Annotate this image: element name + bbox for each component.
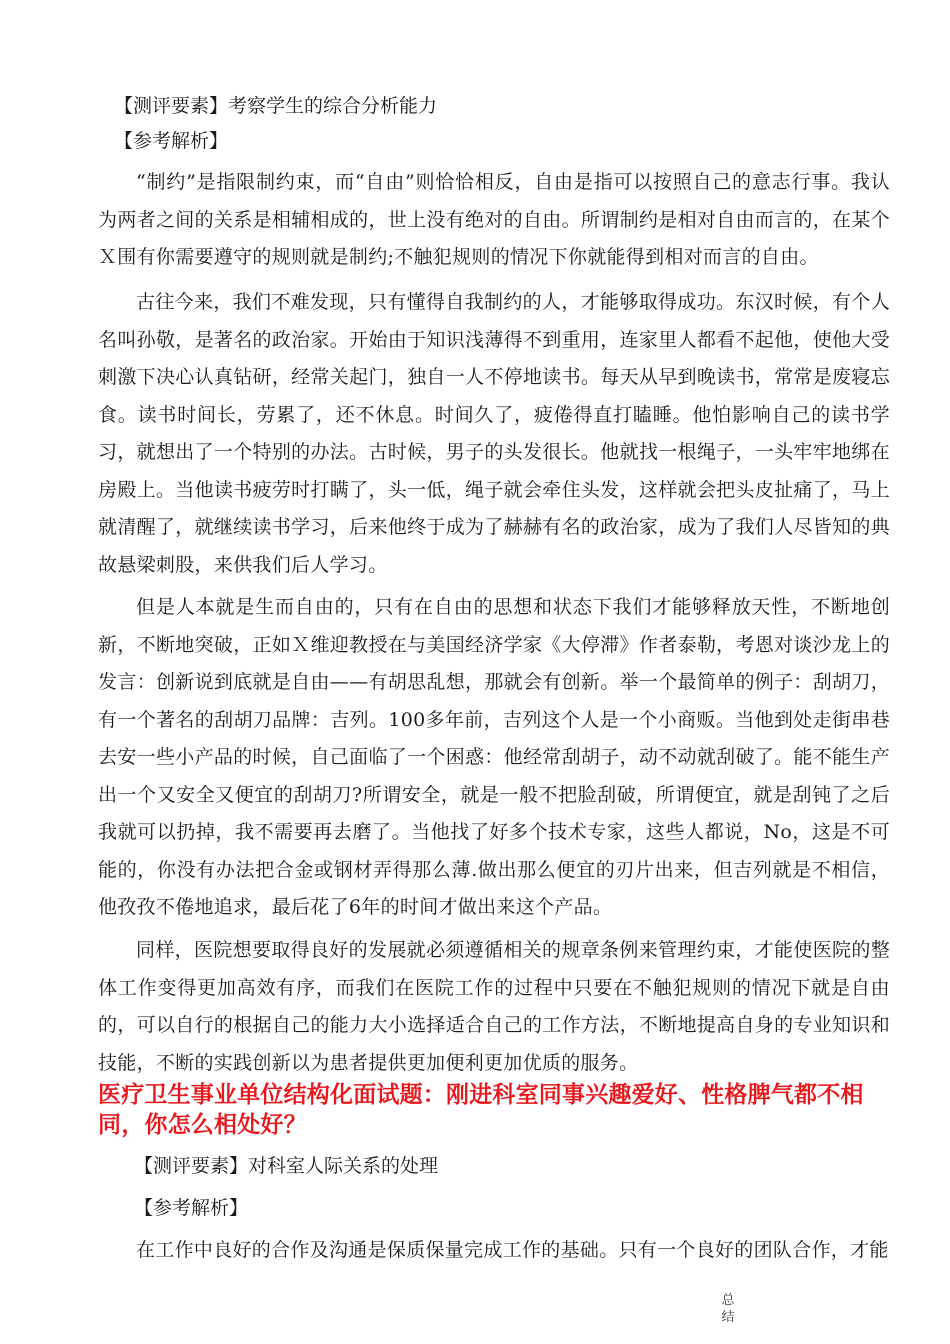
paragraph-sun-jing-story: 古往今来，我们不难发现，只有懂得自我制约的人，才能够取得成功。东汉时候，有个人名叫孙敬，是著名的政治家。开始由于知识浅薄得不到重用，连家里人都看不起他，使他大受刺激下决心认真钻研，经常关起门，独自一人不停地读书。每天从早到晚读书，常常是废寝忘食。读书时间长，劳累了，还不休息。时间久了，疲倦得直打瞌睡。他怕影响自己的读书学习，就想出了一个特别的办法。古时候，男子的头发很长。他就找一根绳子，一头牢牢地绑在房殿上。当他读书疲劳时打瞒了，头一低，绳子就会牵住头发，这样就会把头皮扯痛了，马上就清醒了，就继续读书学习，后来他终于成为了赫赫有名的政治家，成为了我们人尽皆知的典故悬梁刺股，来供我们后人学习。 <box>98 291 890 576</box>
eval-criteria-label-2: 【测评要素】对科室人际关系的处理 <box>134 1155 439 1177</box>
eval-criteria-label: 【测评要素】考察学生的综合分析能力 <box>114 95 438 117</box>
page-footer-text: 总结 <box>721 1293 735 1325</box>
paragraph-definition: “制约”是指限制约束，而“自由”则恰恰相反，自由是指可以按照自己的意志行事。我认为两者之间的关系是相辅相成的，世上没有绝对的自由。所谓制约是相对自由而言的，在某个Ｘ围有你需要遵守的规则就是制约;不触犯规则的情况下你就能得到相对而言的自由。 <box>98 171 890 268</box>
paragraph-teamwork: 在工作中良好的合作及沟通是保质保量完成工作的基础。只有一个良好的团队合作，才能 <box>136 1239 889 1261</box>
paragraph-gillette-story: 但是人本就是生而自由的，只有在自由的思想和状态下我们才能够释放天性，不断地创新，不断地突破，正如Ｘ维迎教授在与美国经济学家《大停滞》作者泰勒，考恩对谈沙龙上的发言：创新说到底就是自由——有胡思乱想，那就会有创新。举一个最简单的例子：刮胡刀，有一个著名的刮胡刀品牌：吉列。100多年前，吉列这个人是一个小商贩。当他到处走街串巷去安一些小产品的时候，自己面临了一个困惑：他经常刮胡子，动不动就刮破了。能不能生产出一个又安全又便宜的刮胡刀?所谓安全，就是一般不把脸刮破，所谓便宜，就是刮钝了之后我就可以扔掉，我不需要再去磨了。当他找了好多个技术专家，这些人都说，No，这是不可能的，你没有办法把合金或钢材弄得那么薄.做出那么便宜的刃片出来，但吉列就是不相信，他孜孜不倦地追求，最后花了6年的时间才做出来这个产品。 <box>98 596 890 918</box>
reference-analysis-label-2: 【参考解析】 <box>134 1197 249 1219</box>
reference-analysis-label: 【参考解析】 <box>114 130 229 152</box>
interview-question-heading: 医疗卫生事业单位结构化面试题：刚进科室同事兴趣爱好、性格脾气都不相同，你怎么相处好？ <box>98 1081 864 1138</box>
paragraph-hospital-rules: 同样，医院想要取得良好的发展就必须遵循相关的规章条例来管理约束，才能使医院的整体工作变得更加高效有序，而我们在医院工作的过程中只要在不触犯规则的情况下就是自由的，可以自行的根据自己的能力大小选择适合自己的工作方法，不断地提高自身的专业知识和技能，不断的实践创新以为患者提供更加便利更加优质的服务。 <box>98 939 890 1074</box>
